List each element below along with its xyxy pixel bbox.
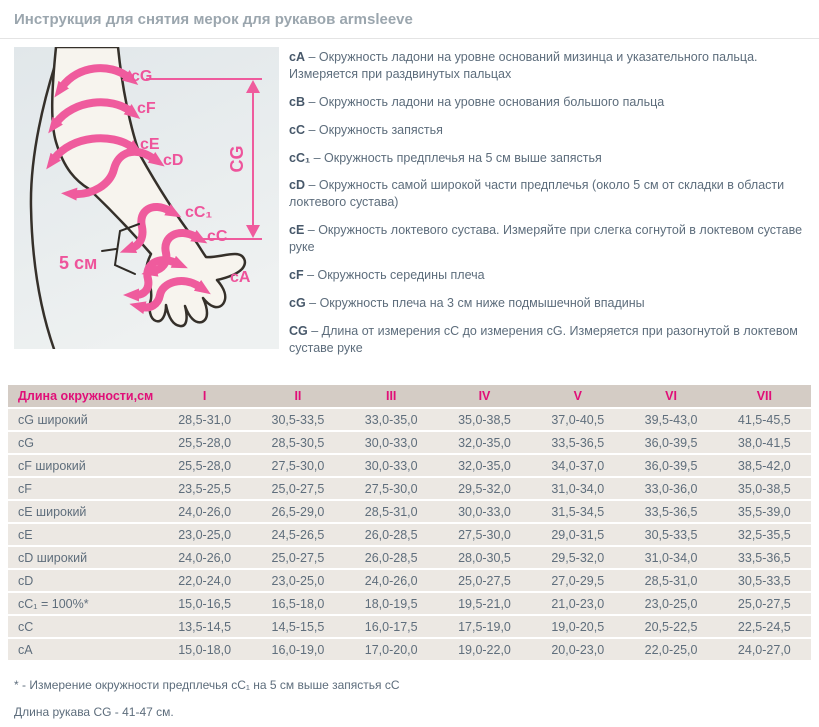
page-title: Инструкция для снятия мерок для рукавов armsleeve bbox=[14, 11, 413, 28]
measurement-code: cD bbox=[289, 178, 305, 193]
table-header-size: V bbox=[531, 385, 624, 407]
measurement-code: cC₁ bbox=[289, 150, 311, 165]
size-value-cell: 24,5-26,5 bbox=[251, 524, 344, 545]
measurement-description bbox=[289, 267, 805, 284]
size-value-cell: 32,0-35,0 bbox=[438, 432, 531, 453]
content-area bbox=[0, 39, 819, 367]
size-value-cell: 33,5-36,5 bbox=[718, 547, 811, 568]
size-value-cell: 30,0-33,0 bbox=[345, 455, 438, 476]
five-cm-label: 5 см bbox=[59, 253, 98, 273]
band-label-cc: cC bbox=[207, 228, 228, 245]
table-row bbox=[8, 570, 811, 591]
measurement-code: cC bbox=[289, 122, 305, 137]
measurement-text: – Окружность ладони на уровне основания большого пальца bbox=[304, 94, 665, 109]
size-value-cell: 28,5-31,0 bbox=[345, 501, 438, 522]
measurement-code: cA bbox=[289, 50, 305, 64]
band-label-cd: cD bbox=[163, 152, 184, 169]
size-value-cell: 24,0-26,0 bbox=[158, 547, 251, 568]
measurement-description bbox=[289, 222, 805, 256]
footnote: * - Измерение окружности предплечья cC₁ на 5 см выше запястья cC bbox=[14, 678, 400, 693]
size-value-cell: 35,0-38,5 bbox=[438, 409, 531, 430]
size-value-cell: 24,0-26,0 bbox=[345, 570, 438, 591]
measurement-text: – Длина от измерения cC до измерения cG. Измеряется при разогнутой в локтевом суставе руке bbox=[289, 323, 798, 355]
table-row bbox=[8, 593, 811, 614]
size-value-cell: 23,0-25,0 bbox=[251, 570, 344, 591]
measurement-code: cB bbox=[289, 94, 305, 109]
size-value-cell: 19,0-20,5 bbox=[531, 616, 624, 637]
measurement-description bbox=[289, 49, 805, 83]
size-value-cell: 25,5-28,0 bbox=[158, 432, 251, 453]
row-label: cD широкий bbox=[8, 547, 158, 568]
size-value-cell: 36,0-39,5 bbox=[624, 455, 717, 476]
measurement-description bbox=[289, 150, 805, 167]
row-label: cD bbox=[8, 570, 158, 591]
measurement-code: CG bbox=[289, 323, 308, 338]
table-row bbox=[8, 501, 811, 522]
band-label-cf: cF bbox=[137, 100, 156, 117]
table-header-size: I bbox=[158, 385, 251, 407]
size-value-cell: 31,0-34,0 bbox=[531, 478, 624, 499]
row-label: cC₁ = 100%* bbox=[8, 593, 158, 614]
size-value-cell: 30,0-33,0 bbox=[345, 432, 438, 453]
table-header-size: VI bbox=[624, 385, 717, 407]
size-value-cell: 19,0-22,0 bbox=[438, 639, 531, 660]
measurement-description bbox=[289, 122, 805, 139]
row-label: cF широкий bbox=[8, 455, 158, 476]
size-value-cell: 25,0-27,5 bbox=[718, 593, 811, 614]
size-value-cell: 30,0-33,0 bbox=[438, 501, 531, 522]
size-value-cell: 25,0-27,5 bbox=[251, 547, 344, 568]
size-value-cell: 16,5-18,0 bbox=[251, 593, 344, 614]
size-value-cell: 29,0-31,5 bbox=[531, 524, 624, 545]
measurement-text: – Окружность ладони на уровне оснований мизинца и указательного пальца. Измеряется при раздвинутых пальцах bbox=[289, 50, 758, 81]
size-value-cell: 30,5-33,5 bbox=[718, 570, 811, 591]
measurement-description bbox=[289, 323, 805, 357]
size-value-cell: 23,0-25,0 bbox=[158, 524, 251, 545]
size-value-cell: 38,0-41,5 bbox=[718, 432, 811, 453]
measurement-code: cF bbox=[289, 267, 304, 282]
measurement-text: – Окружность локтевого сустава. Измеряйте при слегка согнутой в локтевом суставе руке bbox=[289, 223, 803, 254]
table-row bbox=[8, 409, 811, 430]
size-table bbox=[8, 383, 811, 662]
size-value-cell: 34,0-37,0 bbox=[531, 455, 624, 476]
footnotes bbox=[14, 678, 805, 719]
measurement-description bbox=[289, 177, 805, 211]
band-label-ca: cA bbox=[230, 269, 251, 286]
cg-length-label: CG bbox=[227, 145, 247, 173]
row-label: cF bbox=[8, 478, 158, 499]
size-value-cell: 33,0-36,0 bbox=[624, 478, 717, 499]
row-label: cE широкий bbox=[8, 501, 158, 522]
row-label: cE bbox=[8, 524, 158, 545]
size-value-cell: 28,5-30,5 bbox=[251, 432, 344, 453]
size-value-cell: 14,5-15,5 bbox=[251, 616, 344, 637]
table-header-label: Длина окружности,см bbox=[8, 385, 158, 407]
size-value-cell: 39,5-43,0 bbox=[624, 409, 717, 430]
size-value-cell: 32,5-35,5 bbox=[718, 524, 811, 545]
size-value-cell: 36,0-39,5 bbox=[624, 432, 717, 453]
size-value-cell: 27,5-30,0 bbox=[345, 478, 438, 499]
size-value-cell: 38,5-42,0 bbox=[718, 455, 811, 476]
measurement-code: cG bbox=[289, 295, 306, 310]
size-value-cell: 18,0-19,5 bbox=[345, 593, 438, 614]
size-value-cell: 22,5-24,5 bbox=[718, 616, 811, 637]
band-label-cc1: cC₁ bbox=[185, 204, 213, 221]
table-row bbox=[8, 524, 811, 545]
table-row bbox=[8, 432, 811, 453]
size-value-cell: 26,0-28,5 bbox=[345, 524, 438, 545]
size-value-cell: 31,0-34,0 bbox=[624, 547, 717, 568]
measurement-text: – Окружность самой широкой части предплечья (около 5 см от складки в области локтевого сустава) bbox=[289, 178, 785, 210]
size-value-cell: 17,5-19,0 bbox=[438, 616, 531, 637]
size-value-cell: 35,0-38,5 bbox=[718, 478, 811, 499]
size-value-cell: 31,5-34,5 bbox=[531, 501, 624, 522]
size-value-cell: 24,0-27,0 bbox=[718, 639, 811, 660]
size-value-cell: 28,5-31,0 bbox=[158, 409, 251, 430]
size-value-cell: 23,5-25,5 bbox=[158, 478, 251, 499]
table-header-size: VII bbox=[718, 385, 811, 407]
measurement-text: – Окружность запястья bbox=[304, 122, 443, 137]
table-header-size: II bbox=[251, 385, 344, 407]
measurement-text: – Окружность предплечья на 5 см выше запястья bbox=[310, 150, 602, 165]
table-header-size: IV bbox=[438, 385, 531, 407]
table-row bbox=[8, 616, 811, 637]
size-value-cell: 24,0-26,0 bbox=[158, 501, 251, 522]
size-value-cell: 33,5-36,5 bbox=[624, 501, 717, 522]
size-value-cell: 25,0-27,5 bbox=[251, 478, 344, 499]
footnote: Длина рукава CG - 41-47 см. bbox=[14, 705, 174, 720]
measurement-text: – Окружность плеча на 3 см ниже подмышечной впадины bbox=[305, 295, 645, 310]
size-value-cell: 27,5-30,0 bbox=[438, 524, 531, 545]
size-value-cell: 22,0-24,0 bbox=[158, 570, 251, 591]
size-table-header-row bbox=[8, 385, 811, 407]
size-value-cell: 33,0-35,0 bbox=[345, 409, 438, 430]
table-header-size: III bbox=[345, 385, 438, 407]
measurement-description bbox=[289, 295, 805, 312]
size-value-cell: 26,0-28,5 bbox=[345, 547, 438, 568]
size-value-cell: 25,5-28,0 bbox=[158, 455, 251, 476]
size-value-cell: 37,0-40,5 bbox=[531, 409, 624, 430]
size-value-cell: 27,5-30,0 bbox=[251, 455, 344, 476]
row-label: cG широкий bbox=[8, 409, 158, 430]
size-value-cell: 29,5-32,0 bbox=[438, 478, 531, 499]
size-value-cell: 21,0-23,0 bbox=[531, 593, 624, 614]
row-label: cG bbox=[8, 432, 158, 453]
size-value-cell: 22,0-25,0 bbox=[624, 639, 717, 660]
size-value-cell: 30,5-33,5 bbox=[624, 524, 717, 545]
size-value-cell: 13,5-14,5 bbox=[158, 616, 251, 637]
measurement-text: – Окружность середины плеча bbox=[303, 267, 485, 282]
size-value-cell: 27,0-29,5 bbox=[531, 570, 624, 591]
size-value-cell: 20,0-23,0 bbox=[531, 639, 624, 660]
table-row bbox=[8, 455, 811, 476]
row-label: cA bbox=[8, 639, 158, 660]
band-label-cg: cG bbox=[131, 68, 153, 85]
size-table-body bbox=[8, 409, 811, 660]
measurement-code: cE bbox=[289, 223, 305, 238]
size-value-cell: 25,0-27,5 bbox=[438, 570, 531, 591]
table-row bbox=[8, 547, 811, 568]
size-value-cell: 29,5-32,0 bbox=[531, 547, 624, 568]
band-label-ce: cE bbox=[140, 136, 160, 153]
size-value-cell: 26,5-29,0 bbox=[251, 501, 344, 522]
size-value-cell: 32,0-35,0 bbox=[438, 455, 531, 476]
table-row bbox=[8, 478, 811, 499]
size-value-cell: 16,0-19,0 bbox=[251, 639, 344, 660]
size-value-cell: 17,0-20,0 bbox=[345, 639, 438, 660]
size-value-cell: 15,0-18,0 bbox=[158, 639, 251, 660]
size-value-cell: 20,5-22,5 bbox=[624, 616, 717, 637]
arm-illustration bbox=[14, 47, 279, 349]
size-value-cell: 28,0-30,5 bbox=[438, 547, 531, 568]
measurement-description bbox=[289, 94, 805, 111]
size-value-cell: 23,0-25,0 bbox=[624, 593, 717, 614]
size-value-cell: 33,5-36,5 bbox=[531, 432, 624, 453]
size-value-cell: 28,5-31,0 bbox=[624, 570, 717, 591]
size-value-cell: 41,5-45,5 bbox=[718, 409, 811, 430]
size-value-cell: 16,0-17,5 bbox=[345, 616, 438, 637]
measurement-descriptions bbox=[289, 47, 805, 367]
size-value-cell: 35,5-39,0 bbox=[718, 501, 811, 522]
size-value-cell: 19,5-21,0 bbox=[438, 593, 531, 614]
size-value-cell: 15,0-16,5 bbox=[158, 593, 251, 614]
size-value-cell: 30,5-33,5 bbox=[251, 409, 344, 430]
table-row bbox=[8, 639, 811, 660]
row-label: cC bbox=[8, 616, 158, 637]
